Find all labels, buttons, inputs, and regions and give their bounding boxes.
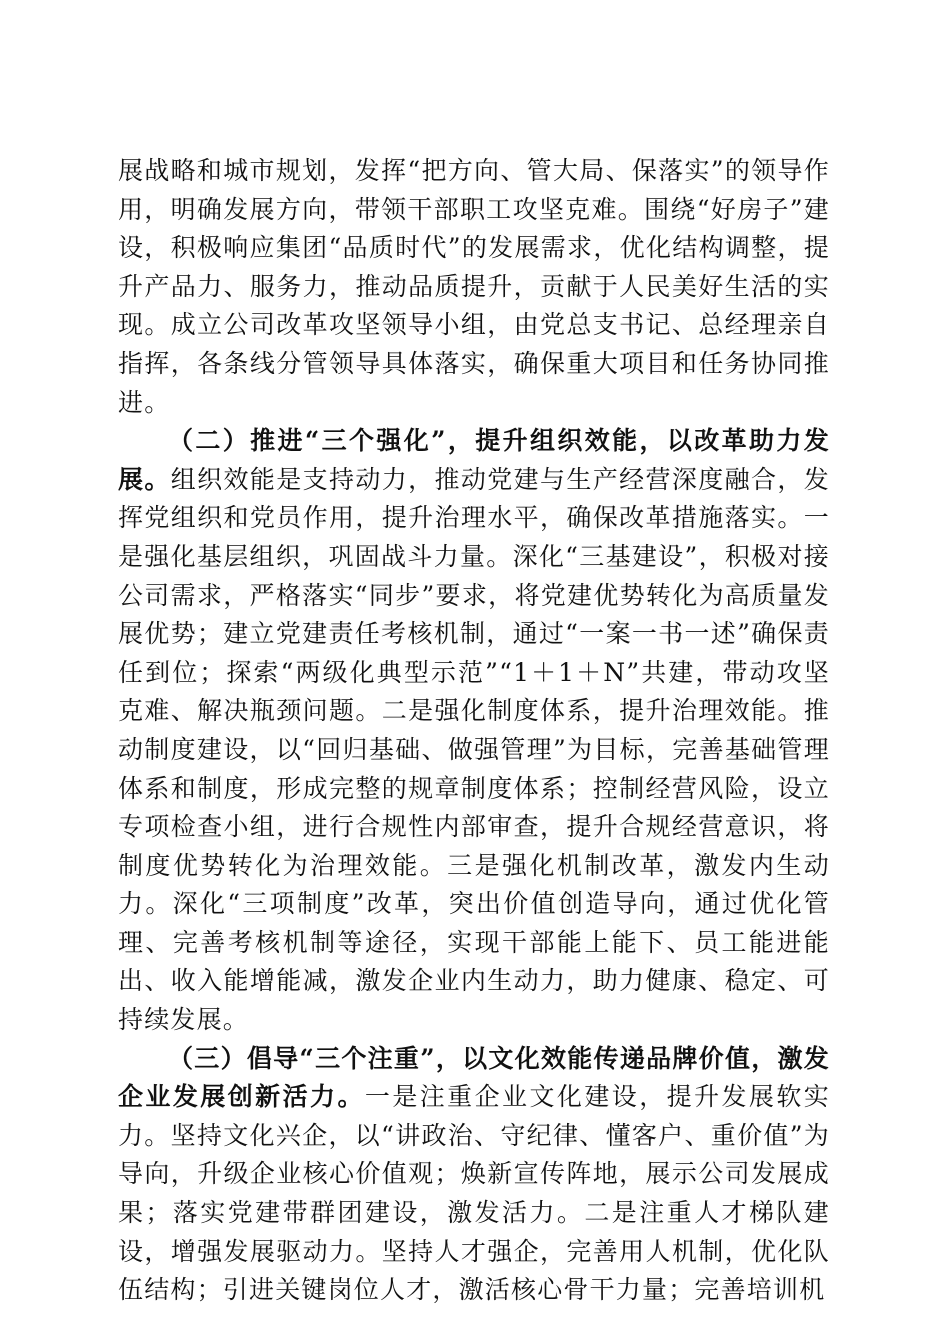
section-heading-3: （三）倡导“三个注重”，以文化效能传递品牌价值，激发企业发展创新活力。 [118,1043,830,1112]
section-heading-2: （二）推进“三个强化”，提升组织效能，以改革助力发展。 [118,426,830,494]
paragraph-3-text: 一是注重企业文化建设，提升发展软实力。坚持文化兴企，以“讲政治、守纪律、懂客户、重价值”为导向，升级企业核心价值观；焕新宣传阵地，展示公司发展成果；落实党建带群团建设，激发活力。二是注重人才梯队建设，增强发展驱动力。坚持人才强企，完善用人机制，优化队伍结构；引进关键岗位人才，激活核心骨干力量；完善培训机 [118,1082,830,1305]
paragraph-2 [118,422,830,1040]
paragraph-1 [118,152,830,422]
paragraph-3 [118,1040,830,1310]
paragraph-1-text: 展战略和城市规划，发挥“把方向、管大局、保落实”的领导作用，明确发展方向，带领干部职工攻坚克难。围绕“好房子”建设，积极响应集团“品质时代”的发展需求，优化结构调整，提升产品力、服务力，推动品质提升，贡献于人民美好生活的实现。成立公司改革攻坚领导小组，由党总支书记、总经理亲自指挥，各条线分管领导具体落实，确保重大项目和任务协同推进。 [118,156,830,417]
paragraph-2-text: 组织效能是支持动力，推动党建与生产经营深度融合，发挥党组织和党员作用，提升治理水平，确保改革措施落实。一是强化基层组织，巩固战斗力量。深化“三基建设”，积极对接公司需求，严格落实“同步”要求，将党建优势转化为高质量发展优势；建立党建责任考核机制，通过“一案一书一述”确保责任到位；探索“两级化典型示范”“1＋1＋N”共建，带动攻坚克难、解决瓶颈问题。二是强化制度体系，提升治理效能。推动制度建设，以“回归基础、做强管理”为目标，完善基础管理体系和制度，形成完整的规章制度体系；控制经营风险，设立专项检查小组，进行合规性内部审查，提升合规经营意识，将制度优势转化为治理效能。三是强化机制改革，激发内生动力。深化“三项制度”改革，突出价值创造导向，通过优化管理、完善考核机制等途径，实现干部能上能下、员工能进能出、收入能增能减，激发企业内生动力，助力健康、稳定、可持续发展。 [118,464,830,1035]
document-body [118,152,830,1310]
